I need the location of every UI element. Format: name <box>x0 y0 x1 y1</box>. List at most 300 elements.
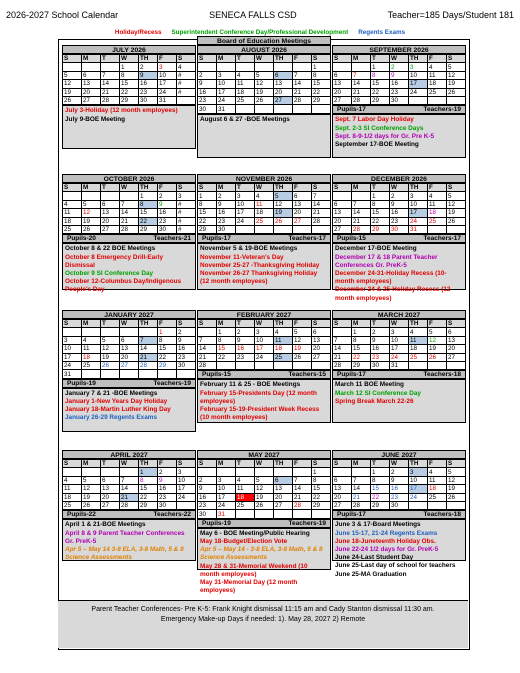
day-cell: 10 <box>217 80 236 88</box>
day-cell: 27 <box>333 501 352 509</box>
month-counts <box>332 370 466 379</box>
day-cell: 7 <box>120 476 139 484</box>
day-cell: 18 <box>236 88 255 96</box>
day-cell: 7 <box>333 336 352 344</box>
day-cell: 5 <box>447 192 466 200</box>
month-block <box>197 38 331 158</box>
day-cell <box>101 370 120 378</box>
day-cell: 14 <box>352 209 371 217</box>
day-cell: 17 <box>158 80 177 88</box>
day-cell <box>236 468 255 476</box>
weekday-header: S <box>198 320 217 328</box>
weekday-header: T <box>371 55 390 63</box>
day-cell <box>177 96 196 104</box>
day-cell: 6 <box>274 71 293 79</box>
day-cell: 15 <box>352 345 371 353</box>
month-notes <box>197 243 331 290</box>
day-cell: 27 <box>274 501 293 509</box>
day-cell: 29 <box>139 501 158 509</box>
day-cell: 28 <box>312 217 331 225</box>
day-cell: 5 <box>63 71 82 79</box>
day-cell: 11 <box>236 80 255 88</box>
day-cell <box>428 361 447 369</box>
day-cell: 23 <box>198 501 217 509</box>
day-cell: 3 <box>390 328 409 336</box>
day-cell: 19 <box>63 88 82 96</box>
day-cell: 16 <box>139 80 158 88</box>
day-cell: 6 <box>101 200 120 208</box>
day-cell <box>236 105 255 113</box>
day-cell <box>293 468 312 476</box>
day-cell: 26 <box>293 353 312 361</box>
day-cell <box>274 225 293 233</box>
day-cell: 18 <box>63 493 82 501</box>
day-cell: 30 <box>177 361 196 369</box>
day-cell: 15 <box>139 485 158 493</box>
day-cell <box>101 63 120 71</box>
day-cell: # <box>177 71 196 79</box>
day-cell: 17 <box>409 485 428 493</box>
day-cell: 29 <box>371 225 390 233</box>
note-line: November 5 & 19-BOE Meetings <box>200 245 298 253</box>
teacher-days: Teachers-19 <box>423 106 461 114</box>
day-cell: 10 <box>177 476 196 484</box>
day-cell: 28 <box>293 96 312 104</box>
day-cell: 3 <box>409 468 428 476</box>
legend-regents: Regents Exams <box>358 29 406 36</box>
day-cell: 13 <box>101 485 120 493</box>
month-counts <box>197 370 331 379</box>
weekday-header: M <box>352 320 371 328</box>
day-cell: 10 <box>158 71 177 79</box>
day-cell <box>333 63 352 71</box>
day-cell <box>274 361 293 369</box>
day-cell: 20 <box>274 493 293 501</box>
day-cell: 22 <box>371 217 390 225</box>
day-cell: # <box>177 200 196 208</box>
pupil-days: Pupils-15 <box>337 235 366 243</box>
day-cell <box>333 328 352 336</box>
weekday-header: TH <box>139 460 158 468</box>
day-cell <box>409 501 428 509</box>
day-cell: 20 <box>333 88 352 96</box>
day-cell: 3 <box>409 192 428 200</box>
day-cell: 22 <box>120 88 139 96</box>
weekday-header: S <box>447 55 466 63</box>
day-cell: 13 <box>101 209 120 217</box>
month-counts <box>62 234 196 243</box>
day-cell: 17 <box>390 345 409 353</box>
day-cell <box>333 468 352 476</box>
note-line: June 24-Last Student Day <box>335 554 414 562</box>
weekday-header: T <box>101 460 120 468</box>
day-cell: 31 <box>390 361 409 369</box>
day-cell <box>120 192 139 200</box>
day-cell: 9 <box>177 336 196 344</box>
day-cell: 22 <box>312 88 331 96</box>
day-cell: 6 <box>274 476 293 484</box>
note-line: June 18-Juneteenth Holiday Obs. <box>335 537 436 545</box>
day-cell: 13 <box>333 80 352 88</box>
teacher-days: Teachers-15 <box>288 371 326 379</box>
pupil-days: Pupils-17 <box>337 371 366 379</box>
day-cell: 30 <box>158 501 177 509</box>
weekday-header: S <box>177 184 196 192</box>
day-cell: 20 <box>274 88 293 96</box>
day-cell: 26 <box>447 88 466 96</box>
day-cell: 31 <box>158 96 177 104</box>
day-cell: 1 <box>120 63 139 71</box>
day-cell <box>293 361 312 369</box>
day-cell <box>101 468 120 476</box>
day-cell: 1 <box>158 328 177 336</box>
weekday-header: S <box>447 184 466 192</box>
day-cell: 1 <box>217 328 236 336</box>
note-line: October 8 & 22 BOE Meetings <box>65 245 156 253</box>
weekday-header: S <box>447 460 466 468</box>
day-cell <box>101 192 120 200</box>
month-title: JUNE 2027 <box>332 450 466 459</box>
day-cell: 26 <box>447 493 466 501</box>
day-cell: 11 <box>255 200 274 208</box>
note-line: Apr 5 – May 14 3-8 ELA, 3-8 Math, 5 & 8 Science Assessments <box>65 545 184 562</box>
day-cell: 18 <box>63 217 82 225</box>
weekday-header: S <box>333 320 352 328</box>
month-notes <box>332 519 466 578</box>
day-cell: 15 <box>217 345 236 353</box>
day-cell: 16 <box>217 209 236 217</box>
month-block <box>62 45 196 149</box>
month-title: AUGUST 2026 <box>197 45 331 54</box>
weekday-header: F <box>293 184 312 192</box>
day-cell: 19 <box>293 345 312 353</box>
day-cell: 14 <box>293 485 312 493</box>
day-cell: 20 <box>101 493 120 501</box>
month-title: JANUARY 2027 <box>62 310 196 319</box>
day-cell: 2 <box>177 328 196 336</box>
day-cell: 13 <box>274 80 293 88</box>
day-cell: 9 <box>390 476 409 484</box>
pupil-days: Pupils-17 <box>337 106 366 114</box>
weekday-header: M <box>217 320 236 328</box>
note-line: June 25-Last day of school for teachers <box>335 562 456 570</box>
weekday-header: W <box>255 460 274 468</box>
day-cell: 1 <box>312 63 331 71</box>
month-block <box>332 450 466 578</box>
month-notes <box>197 528 331 595</box>
day-cell: 30 <box>390 96 409 104</box>
day-cell: 24 <box>217 96 236 104</box>
day-cell: 6 <box>333 71 352 79</box>
pupil-days: Pupils-15 <box>202 371 231 379</box>
day-cell <box>447 361 466 369</box>
day-cell <box>255 105 274 113</box>
day-cell: 21 <box>333 353 352 361</box>
calendar-title: 2026-2027 School Calendar <box>6 10 119 20</box>
day-cell: 6 <box>120 336 139 344</box>
day-cell: 9 <box>236 336 255 344</box>
day-cell: 22 <box>371 88 390 96</box>
weekday-header: TH <box>409 55 428 63</box>
day-cell: 7 <box>352 476 371 484</box>
weekday-header: T <box>371 184 390 192</box>
day-cell: 17 <box>217 493 236 501</box>
day-cell: 21 <box>293 493 312 501</box>
day-cell: 14 <box>101 80 120 88</box>
weekday-header: F <box>158 460 177 468</box>
day-cell: 27 <box>101 501 120 509</box>
day-cell: 10 <box>63 345 82 353</box>
day-cell <box>409 361 428 369</box>
day-cell: 25 <box>255 217 274 225</box>
weekday-header: F <box>158 55 177 63</box>
day-cell <box>63 468 82 476</box>
day-cell: 18 <box>274 345 293 353</box>
day-cell: 24 <box>177 493 196 501</box>
day-cell: 17 <box>409 209 428 217</box>
day-cell: 16 <box>390 209 409 217</box>
day-cell: 18 <box>236 493 255 501</box>
day-cell: 2 <box>371 328 390 336</box>
day-cell: 27 <box>293 217 312 225</box>
day-cell: 21 <box>198 353 217 361</box>
day-cell: 29 <box>371 501 390 509</box>
day-cell: 26 <box>428 353 447 361</box>
day-cell: 27 <box>447 353 466 361</box>
day-cell: 11 <box>63 209 82 217</box>
day-cell: 13 <box>312 336 331 344</box>
day-cell: 17 <box>177 485 196 493</box>
day-cell: 12 <box>447 200 466 208</box>
pupil-days: Pupils-17 <box>337 511 366 519</box>
day-cell: 23 <box>139 88 158 96</box>
day-cell <box>428 225 447 233</box>
month-counts <box>197 519 331 528</box>
day-cell: 1 <box>371 192 390 200</box>
day-cell: 29 <box>371 96 390 104</box>
weekday-header: T <box>101 184 120 192</box>
weekday-header: S <box>333 184 352 192</box>
day-cell: 19 <box>101 353 120 361</box>
day-cell: 20 <box>333 217 352 225</box>
day-cell: 26 <box>101 361 120 369</box>
day-cell: 2 <box>217 192 236 200</box>
weekday-header: T <box>371 320 390 328</box>
day-cell: 8 <box>139 200 158 208</box>
weekday-header: W <box>255 320 274 328</box>
day-cell: 26 <box>274 217 293 225</box>
note-line: December 24 & 25-Holiday Recess (12 month employees) <box>335 286 451 302</box>
day-cell <box>447 501 466 509</box>
day-cell <box>198 63 217 71</box>
day-cell: 14 <box>352 80 371 88</box>
day-cell <box>120 468 139 476</box>
day-cell: 23 <box>390 493 409 501</box>
day-cell: 15 <box>198 209 217 217</box>
teacher-days: Teachers-19 <box>153 379 191 387</box>
weekday-header: W <box>120 184 139 192</box>
day-cell: 20 <box>447 345 466 353</box>
day-cell: 10 <box>255 336 274 344</box>
day-cell: 18 <box>409 345 428 353</box>
day-cell: 28 <box>101 96 120 104</box>
note-line: April 8 & 9 Parent Teacher Conferences Gr. PreK-5 <box>65 529 185 545</box>
day-cell: 9 <box>217 200 236 208</box>
day-cell: # <box>177 209 196 217</box>
day-cell: 4 <box>82 336 101 344</box>
day-cell: 5 <box>274 192 293 200</box>
day-cell: 4 <box>63 200 82 208</box>
day-cell: 2 <box>236 328 255 336</box>
weekday-header: M <box>82 184 101 192</box>
day-cell <box>274 105 293 113</box>
month-grid <box>197 54 331 114</box>
day-cell: 12 <box>63 80 82 88</box>
note-line: March 12 SI Conference Day <box>335 389 421 397</box>
day-cell: 18 <box>428 209 447 217</box>
note-line: Sept. 2-3 SI Conference Days <box>335 124 424 132</box>
note-line: May 31-Memorial Day (12 month employees) <box>200 578 298 595</box>
note-line: February 15-19-President Week Recess (10 month employees) <box>200 405 320 422</box>
month-counts <box>332 105 466 114</box>
month-title: MARCH 2027 <box>332 310 466 319</box>
weekday-header: S <box>447 320 466 328</box>
day-cell: # <box>177 88 196 96</box>
day-cell: 7 <box>293 71 312 79</box>
day-counts: Teacher=185 Days/Student 181 <box>387 10 514 20</box>
day-cell: 19 <box>428 345 447 353</box>
weekday-header: M <box>352 184 371 192</box>
day-cell: 13 <box>333 209 352 217</box>
day-cell: 25 <box>82 361 101 369</box>
note-line: June 15-17, 21-24 Regents Exams <box>335 529 438 537</box>
day-cell: 9 <box>198 485 217 493</box>
month-block <box>197 310 331 423</box>
day-cell: # <box>177 225 196 233</box>
weekday-header: F <box>293 55 312 63</box>
day-cell: 7 <box>312 192 331 200</box>
day-cell: 30 <box>371 361 390 369</box>
month-block <box>62 174 196 294</box>
note-line: April 1 & 21-BOE Meetings <box>65 521 146 529</box>
day-cell: 11 <box>236 485 255 493</box>
footer <box>58 600 468 648</box>
weekday-header: T <box>236 460 255 468</box>
weekday-header: F <box>428 55 447 63</box>
day-cell <box>352 63 371 71</box>
note-line: July 9-BOE Meeting <box>65 115 126 123</box>
day-cell <box>274 468 293 476</box>
weekday-header: F <box>293 460 312 468</box>
note-line: November 26-27 Thanksgiving Holiday (12 month employees) <box>200 269 318 286</box>
day-cell <box>177 370 196 378</box>
day-cell <box>312 105 331 113</box>
note-line: Apr 5 – May 14 - 3-8 ELA, 3-8 Math, 5 & 8 Science Assessments <box>200 546 323 562</box>
day-cell: 19 <box>447 80 466 88</box>
month-grid <box>62 319 196 379</box>
month-notes <box>332 379 466 423</box>
day-cell <box>428 96 447 104</box>
day-cell: 29 <box>120 96 139 104</box>
weekday-header: M <box>82 460 101 468</box>
weekday-header: T <box>236 55 255 63</box>
day-cell: 19 <box>447 485 466 493</box>
day-cell: 18 <box>255 209 274 217</box>
day-cell: 8 <box>312 476 331 484</box>
weekday-header: TH <box>409 184 428 192</box>
note-line: January 18-Martin Luther King Day <box>65 406 171 414</box>
day-cell: 19 <box>255 493 274 501</box>
day-cell: 20 <box>293 209 312 217</box>
weekday-header: M <box>82 320 101 328</box>
day-cell: 8 <box>371 71 390 79</box>
day-cell: 9 <box>198 80 217 88</box>
day-cell: 8 <box>139 476 158 484</box>
day-cell <box>255 225 274 233</box>
month-title: JULY 2026 <box>62 45 196 54</box>
day-cell: 17 <box>409 80 428 88</box>
day-cell: 11 <box>428 476 447 484</box>
day-cell: 16 <box>236 345 255 353</box>
day-cell: 15 <box>371 485 390 493</box>
day-cell: 6 <box>82 71 101 79</box>
day-cell: 30 <box>390 225 409 233</box>
day-cell: 16 <box>198 493 217 501</box>
month-notes <box>332 243 466 302</box>
day-cell: 14 <box>352 485 371 493</box>
note-line: August 6 & 27 -BOE Meetings <box>200 115 290 123</box>
day-cell: 25 <box>274 353 293 361</box>
day-cell: 28 <box>333 361 352 369</box>
day-cell <box>333 192 352 200</box>
weekday-header: W <box>390 460 409 468</box>
weekday-header: T <box>101 320 120 328</box>
note-line: January 26-29 Regents Exams <box>65 414 158 422</box>
day-cell: 13 <box>447 336 466 344</box>
day-cell: 19 <box>447 209 466 217</box>
weekday-header: W <box>120 460 139 468</box>
day-cell: 7 <box>352 71 371 79</box>
day-cell: 15 <box>371 209 390 217</box>
day-cell: 16 <box>177 345 196 353</box>
weekday-header: T <box>101 55 120 63</box>
day-cell: 28 <box>120 225 139 233</box>
day-cell <box>139 328 158 336</box>
day-cell: 28 <box>352 225 371 233</box>
day-cell: 6 <box>447 328 466 336</box>
day-cell: 1 <box>371 468 390 476</box>
day-cell: 30 <box>198 510 217 518</box>
day-cell: 30 <box>158 225 177 233</box>
weekday-header: TH <box>409 460 428 468</box>
month-title: FEBRUARY 2027 <box>197 310 331 319</box>
day-cell <box>352 192 371 200</box>
day-cell: 16 <box>198 88 217 96</box>
day-cell: 8 <box>312 71 331 79</box>
weekday-header: W <box>120 320 139 328</box>
day-cell: 25 <box>63 225 82 233</box>
day-cell: 26 <box>255 501 274 509</box>
day-cell: 5 <box>82 200 101 208</box>
month-grid <box>332 459 466 510</box>
day-cell: 23 <box>236 353 255 361</box>
weekday-header: S <box>198 184 217 192</box>
day-cell <box>428 501 447 509</box>
day-cell: 19 <box>82 493 101 501</box>
day-cell: 8 <box>371 200 390 208</box>
day-cell: 7 <box>293 476 312 484</box>
weekday-header: TH <box>274 320 293 328</box>
